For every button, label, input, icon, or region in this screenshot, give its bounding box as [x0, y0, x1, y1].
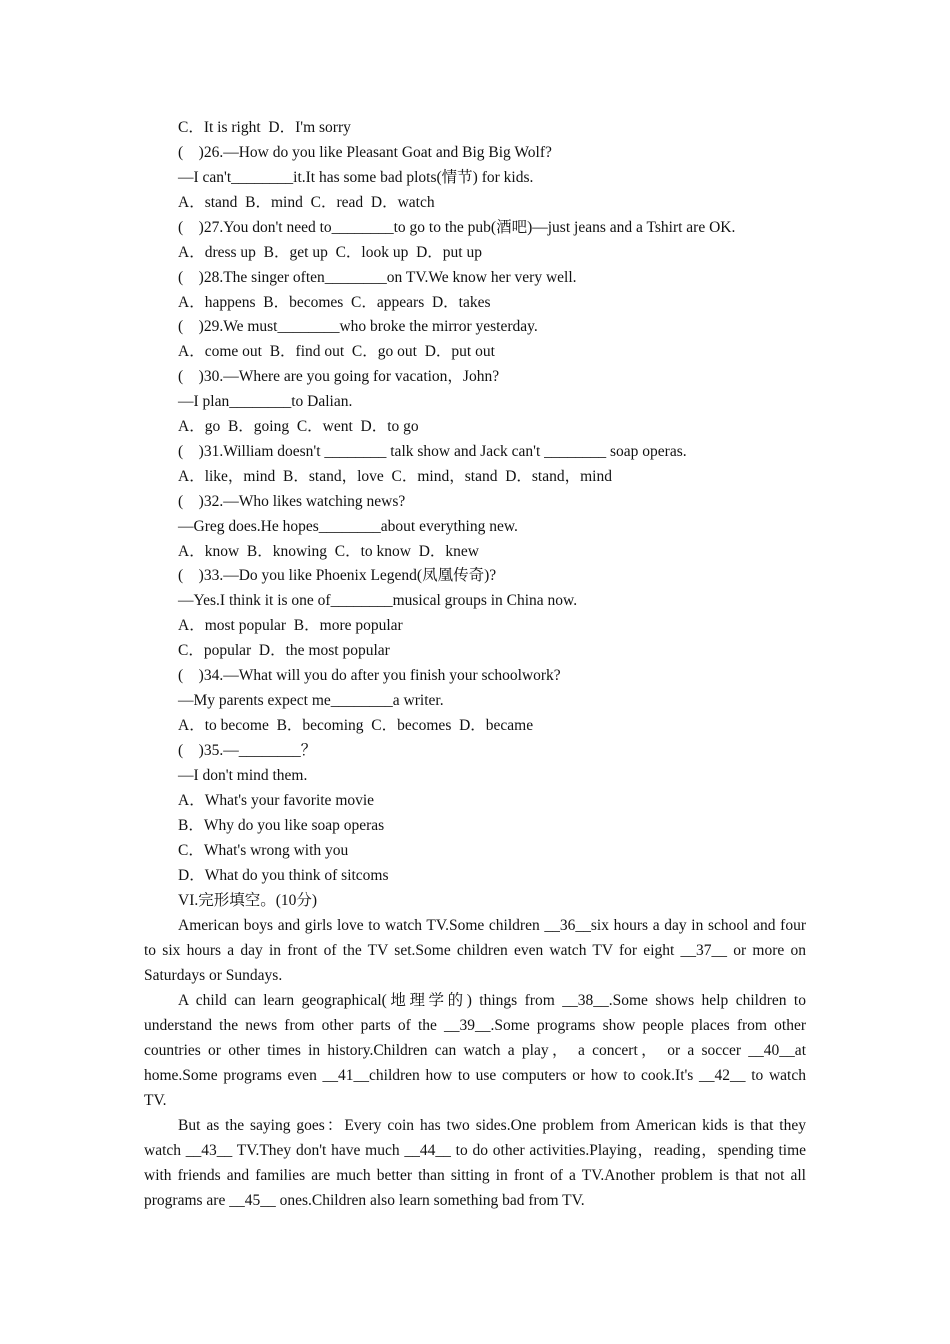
q35-option-a: A．What's your favorite movie [178, 792, 375, 809]
q30-options: A．go B．going C．went D．to go [178, 418, 419, 435]
cloze-paragraph-2 [144, 988, 806, 1113]
q34-reply: —My parents expect me________a writer. [178, 692, 444, 709]
cloze-paragraph-3 [144, 1113, 806, 1213]
q33-reply: —Yes.I think it is one of________musical groups in China now. [178, 592, 578, 609]
q29-options: A．come out B．find out C．go out D．put out [178, 343, 495, 360]
q26-options: A．stand B．mind C．read D．watch [178, 194, 435, 211]
q34-options: A．to become B．becoming C．becomes D．became [178, 717, 534, 734]
q35-option-d: D．What do you think of sitcoms [178, 867, 389, 884]
q34-stem: ( )34.—What will you do after you finish your schoolwork? [178, 667, 561, 684]
q31-stem: ( )31.William doesn't ________ talk show and Jack can't ________ soap operas. [178, 443, 687, 460]
q32-stem: ( )32.—Who likes watching news? [178, 493, 406, 510]
q35-option-c: C．What's wrong with you [178, 842, 349, 859]
q33-options-cd: C．popular D．the most popular [178, 642, 390, 659]
q31-options: A．like，mind B．stand，love C．mind，stand D．stand，mind [178, 468, 612, 485]
q26-stem: ( )26.—How do you like Pleasant Goat and Big Big Wolf? [178, 144, 552, 161]
q33-options-ab: A．most popular B．more popular [178, 617, 403, 634]
q35-reply: —I don't mind them. [178, 767, 308, 784]
q25-options-cd: C．It is right D．I'm sorry [178, 119, 351, 136]
q33-stem: ( )33.—Do you like Phoenix Legend(凤凰传奇)? [178, 567, 497, 584]
cloze-paragraph-2-text: A child can learn geographical(地理学的) things from __38__.Some shows help children to understand the news from other parts of the __39__.Some programs show people places from other countries or other times in history.Children can watch a play， a concert， or a soccer __40__at home.Some programs even __41__children how to use computers or how to cook.It's __42__ to watch TV. [144, 992, 806, 1109]
q30-reply: —I plan________to Dalian. [178, 393, 353, 410]
q32-options: A．know B．knowing C．to know D．knew [178, 543, 479, 560]
cloze-paragraph-1-text: American boys and girls love to watch TV.Some children __36__six hours a day in school and four to six hours a day in front of the TV set.Some children even watch TV for eight __37__ or more on Saturdays or Sundays. [144, 917, 806, 984]
cloze-paragraph-3-text: But as the saying goes：Every coin has two sides.One problem from American kids is that they watch __43__ TV.They don't have much __44__ to do other activities.Playing，reading，spending time with friends and families are much better than sitting in front of a TV.Another problem is that not all programs are __45__ ones.Children also learn something bad from TV. [144, 1117, 806, 1209]
q27-options: A．dress up B．get up C．look up D．put up [178, 244, 482, 261]
q27-stem: ( )27.You don't need to________to go to the pub(酒吧)—just jeans and a Tshirt are OK. [178, 219, 736, 236]
q28-options: A．happens B．becomes C．appears D．takes [178, 294, 491, 311]
q35-option-b: B．Why do you like soap operas [178, 817, 385, 834]
cloze-paragraph-1 [144, 913, 806, 988]
q35-stem: ( )35.—________？ [178, 742, 317, 759]
q29-stem: ( )29.We must________who broke the mirror yesterday. [178, 318, 538, 335]
q32-reply: —Greg does.He hopes________about everything new. [178, 518, 518, 535]
q26-reply: —I can't________it.It has some bad plots(情节) for kids. [178, 169, 534, 186]
q28-stem: ( )28.The singer often________on TV.We know her very well. [178, 269, 577, 286]
q30-stem: ( )30.—Where are you going for vacation，John? [178, 368, 500, 385]
section-vi-heading: VI.完形填空。(10分) [178, 892, 318, 909]
